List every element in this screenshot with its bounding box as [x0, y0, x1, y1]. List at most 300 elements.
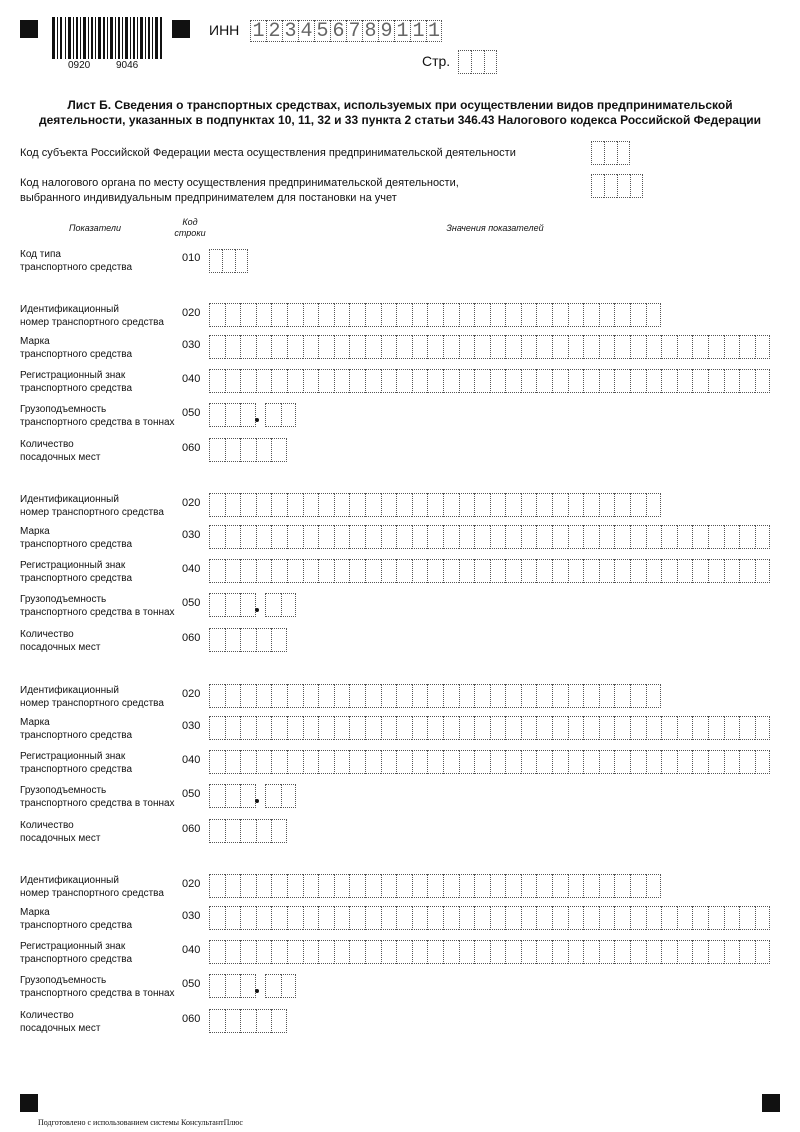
input-cell[interactable]	[692, 335, 708, 359]
input-cell[interactable]	[427, 303, 443, 327]
input-cell[interactable]	[536, 525, 552, 549]
input-cell[interactable]	[459, 335, 475, 359]
input-cell[interactable]	[459, 716, 475, 740]
input-cell[interactable]	[240, 628, 256, 652]
input-cell[interactable]	[256, 303, 272, 327]
input-cell[interactable]	[692, 369, 708, 393]
input-cell[interactable]	[271, 874, 287, 898]
input-cell[interactable]	[490, 369, 506, 393]
input-cell[interactable]	[287, 559, 303, 583]
region-code-field[interactable]	[591, 141, 630, 165]
input-cell[interactable]	[708, 750, 724, 774]
input-cell[interactable]	[303, 335, 319, 359]
input-cell[interactable]	[271, 335, 287, 359]
input-cell[interactable]	[490, 303, 506, 327]
input-cell[interactable]	[225, 303, 241, 327]
input-cell[interactable]	[568, 906, 584, 930]
input-cell[interactable]	[349, 369, 365, 393]
input-cell[interactable]	[209, 940, 225, 964]
input-cell[interactable]	[614, 303, 630, 327]
input-cell[interactable]	[614, 906, 630, 930]
inn-digit-cell[interactable]: 4	[298, 20, 314, 42]
input-cell[interactable]	[318, 525, 334, 549]
input-cell[interactable]	[209, 303, 225, 327]
input-cell[interactable]	[318, 559, 334, 583]
input-cell[interactable]	[630, 493, 646, 517]
input-cell[interactable]	[490, 874, 506, 898]
input-cell[interactable]	[630, 303, 646, 327]
input-cell[interactable]	[755, 559, 771, 583]
input-cell[interactable]	[365, 525, 381, 549]
input-cell[interactable]	[755, 716, 771, 740]
seats-field[interactable]	[209, 1009, 287, 1033]
input-cell[interactable]	[552, 684, 568, 708]
inn-digit-cell[interactable]: 8	[362, 20, 378, 42]
input-cell[interactable]	[490, 906, 506, 930]
input-cell[interactable]	[271, 1009, 287, 1033]
input-cell[interactable]	[365, 906, 381, 930]
input-cell[interactable]	[225, 819, 241, 843]
input-cell[interactable]	[661, 750, 677, 774]
input-cell[interactable]	[209, 335, 225, 359]
input-cell[interactable]	[396, 493, 412, 517]
input-cell[interactable]	[225, 335, 241, 359]
input-cell[interactable]	[505, 369, 521, 393]
seats-field[interactable]	[209, 628, 287, 652]
input-cell[interactable]	[287, 493, 303, 517]
input-cell[interactable]	[505, 940, 521, 964]
input-cell[interactable]	[427, 369, 443, 393]
input-cell[interactable]	[334, 906, 350, 930]
input-cell[interactable]	[240, 684, 256, 708]
input-cell[interactable]	[521, 906, 537, 930]
input-cell[interactable]	[256, 438, 272, 462]
tax-authority-field[interactable]	[591, 174, 643, 198]
input-cell[interactable]	[474, 335, 490, 359]
input-cell[interactable]	[443, 940, 459, 964]
input-cell[interactable]	[692, 559, 708, 583]
input-cell[interactable]	[209, 493, 225, 517]
input-cell[interactable]	[630, 906, 646, 930]
inn-digit-cell[interactable]: 5	[314, 20, 330, 42]
input-cell[interactable]	[271, 369, 287, 393]
input-cell[interactable]	[412, 559, 428, 583]
input-cell[interactable]	[427, 716, 443, 740]
input-cell[interactable]	[209, 593, 225, 617]
input-cell[interactable]	[240, 559, 256, 583]
vehicle-type-field[interactable]	[209, 249, 248, 273]
input-cell[interactable]	[677, 335, 693, 359]
input-cell[interactable]	[287, 525, 303, 549]
input-cell[interactable]	[225, 716, 241, 740]
input-cell[interactable]	[583, 874, 599, 898]
input-cell[interactable]	[334, 750, 350, 774]
input-cell[interactable]	[521, 493, 537, 517]
input-cell[interactable]	[225, 628, 241, 652]
input-cell[interactable]	[365, 684, 381, 708]
input-cell[interactable]	[303, 716, 319, 740]
brand-field[interactable]	[209, 525, 770, 549]
input-cell[interactable]	[240, 403, 256, 427]
input-cell[interactable]	[365, 750, 381, 774]
input-cell[interactable]	[318, 906, 334, 930]
input-cell[interactable]	[677, 525, 693, 549]
vin-field[interactable]	[209, 303, 661, 327]
input-cell[interactable]	[536, 874, 552, 898]
input-cell[interactable]	[646, 716, 662, 740]
input-cell[interactable]	[490, 335, 506, 359]
input-cell[interactable]	[661, 716, 677, 740]
input-cell[interactable]	[646, 335, 662, 359]
input-cell[interactable]	[661, 369, 677, 393]
input-cell[interactable]	[443, 906, 459, 930]
input-cell[interactable]	[536, 940, 552, 964]
input-cell[interactable]	[755, 906, 771, 930]
input-cell[interactable]	[334, 940, 350, 964]
input-cell[interactable]	[583, 716, 599, 740]
input-cell[interactable]	[225, 906, 241, 930]
input-cell[interactable]	[225, 369, 241, 393]
input-cell[interactable]	[240, 750, 256, 774]
input-cell[interactable]	[568, 369, 584, 393]
input-cell[interactable]	[646, 684, 662, 708]
input-cell[interactable]	[365, 493, 381, 517]
input-cell[interactable]	[209, 628, 225, 652]
input-cell[interactable]	[365, 335, 381, 359]
input-cell[interactable]	[646, 874, 662, 898]
input-cell[interactable]	[225, 438, 241, 462]
input-cell[interactable]	[724, 369, 740, 393]
input-cell[interactable]	[677, 369, 693, 393]
input-cell[interactable]	[614, 874, 630, 898]
input-cell[interactable]	[334, 525, 350, 549]
input-cell[interactable]	[459, 750, 475, 774]
input-cell[interactable]	[396, 525, 412, 549]
input-cell[interactable]	[583, 335, 599, 359]
input-cell[interactable]	[303, 559, 319, 583]
input-cell[interactable]	[271, 940, 287, 964]
input-cell[interactable]	[692, 525, 708, 549]
input-cell[interactable]	[614, 750, 630, 774]
input-cell[interactable]	[256, 335, 272, 359]
input-cell[interactable]	[334, 335, 350, 359]
input-cell[interactable]	[240, 525, 256, 549]
input-cell[interactable]	[755, 369, 771, 393]
input-cell[interactable]	[536, 369, 552, 393]
input-cell[interactable]	[240, 940, 256, 964]
input-cell[interactable]	[630, 940, 646, 964]
input-cell[interactable]	[303, 940, 319, 964]
input-cell[interactable]	[209, 369, 225, 393]
vin-field[interactable]	[209, 684, 661, 708]
input-cell[interactable]	[677, 906, 693, 930]
input-cell[interactable]	[365, 369, 381, 393]
input-cell[interactable]	[271, 493, 287, 517]
input-cell[interactable]	[599, 906, 615, 930]
input-cell[interactable]	[396, 369, 412, 393]
input-cell[interactable]	[568, 874, 584, 898]
input-cell[interactable]	[552, 493, 568, 517]
input-cell[interactable]	[287, 716, 303, 740]
input-cell[interactable]	[599, 716, 615, 740]
input-cell[interactable]	[427, 750, 443, 774]
capacity-integer-field[interactable]	[209, 403, 256, 427]
input-cell[interactable]	[614, 369, 630, 393]
input-cell[interactable]	[318, 750, 334, 774]
input-cell[interactable]	[240, 1009, 256, 1033]
input-cell[interactable]	[474, 874, 490, 898]
input-cell[interactable]	[474, 303, 490, 327]
input-cell[interactable]	[225, 593, 241, 617]
input-cell[interactable]	[256, 493, 272, 517]
input-cell[interactable]	[614, 940, 630, 964]
input-cell[interactable]	[739, 335, 755, 359]
input-cell[interactable]	[724, 940, 740, 964]
input-cell[interactable]	[225, 525, 241, 549]
input-cell[interactable]	[614, 525, 630, 549]
input-cell[interactable]	[614, 493, 630, 517]
input-cell[interactable]	[708, 559, 724, 583]
input-cell[interactable]	[349, 525, 365, 549]
input-cell[interactable]	[412, 750, 428, 774]
input-cell[interactable]	[521, 335, 537, 359]
input-cell[interactable]	[568, 525, 584, 549]
input-cell[interactable]	[209, 684, 225, 708]
input-cell[interactable]	[349, 559, 365, 583]
input-cell[interactable]	[412, 335, 428, 359]
input-cell[interactable]	[552, 303, 568, 327]
input-cell[interactable]	[646, 906, 662, 930]
input-cell[interactable]	[692, 940, 708, 964]
input-cell[interactable]	[552, 874, 568, 898]
input-cell[interactable]	[396, 906, 412, 930]
input-cell[interactable]	[459, 559, 475, 583]
input-cell[interactable]	[225, 1009, 241, 1033]
input-cell[interactable]	[240, 493, 256, 517]
input-cell[interactable]	[614, 684, 630, 708]
input-cell[interactable]	[381, 750, 397, 774]
input-cell[interactable]	[661, 906, 677, 930]
input-cell[interactable]	[521, 369, 537, 393]
input-cell[interactable]	[287, 874, 303, 898]
input-cell[interactable]	[708, 940, 724, 964]
input-cell[interactable]	[427, 559, 443, 583]
input-cell[interactable]	[708, 716, 724, 740]
input-cell[interactable]	[412, 874, 428, 898]
input-cell[interactable]	[427, 525, 443, 549]
input-cell[interactable]	[365, 559, 381, 583]
input-cell[interactable]	[568, 940, 584, 964]
input-cell[interactable]	[225, 684, 241, 708]
input-cell[interactable]	[505, 303, 521, 327]
input-cell[interactable]	[724, 335, 740, 359]
input-cell[interactable]	[225, 784, 241, 808]
input-cell[interactable]	[427, 906, 443, 930]
input-cell[interactable]	[303, 874, 319, 898]
input-cell[interactable]	[583, 906, 599, 930]
input-cell[interactable]	[692, 906, 708, 930]
inn-digit-cell[interactable]: 7	[346, 20, 362, 42]
capacity-integer-field[interactable]	[209, 974, 256, 998]
input-cell[interactable]	[443, 684, 459, 708]
input-cell[interactable]	[225, 493, 241, 517]
input-cell[interactable]	[281, 403, 297, 427]
input-cell[interactable]	[287, 906, 303, 930]
input-cell[interactable]	[318, 684, 334, 708]
input-cell[interactable]	[318, 874, 334, 898]
input-cell[interactable]	[209, 974, 225, 998]
input-cell[interactable]	[396, 716, 412, 740]
input-cell[interactable]	[677, 559, 693, 583]
input-cell[interactable]	[568, 335, 584, 359]
input-cell[interactable]	[552, 940, 568, 964]
input-cell[interactable]	[240, 369, 256, 393]
capacity-integer-field[interactable]	[209, 784, 256, 808]
input-cell[interactable]	[677, 750, 693, 774]
input-cell[interactable]	[209, 559, 225, 583]
input-cell[interactable]	[365, 874, 381, 898]
input-cell[interactable]	[552, 750, 568, 774]
input-cell[interactable]	[708, 525, 724, 549]
input-cell[interactable]	[209, 438, 225, 462]
input-cell[interactable]	[396, 874, 412, 898]
input-cell[interactable]	[225, 874, 241, 898]
input-cell[interactable]	[256, 750, 272, 774]
input-cell[interactable]	[630, 874, 646, 898]
seats-field[interactable]	[209, 819, 287, 843]
input-cell[interactable]	[240, 303, 256, 327]
input-cell[interactable]	[381, 684, 397, 708]
input-cell[interactable]	[240, 716, 256, 740]
input-cell[interactable]	[552, 525, 568, 549]
input-cell[interactable]	[334, 493, 350, 517]
input-cell[interactable]	[412, 303, 428, 327]
input-cell[interactable]	[209, 874, 225, 898]
input-cell[interactable]	[505, 559, 521, 583]
input-cell[interactable]	[303, 750, 319, 774]
input-cell[interactable]	[396, 303, 412, 327]
input-cell[interactable]	[739, 906, 755, 930]
input-cell[interactable]	[256, 684, 272, 708]
input-cell[interactable]	[265, 403, 281, 427]
input-cell[interactable]	[583, 493, 599, 517]
input-cell[interactable]	[209, 819, 225, 843]
input-cell[interactable]	[459, 525, 475, 549]
input-cell[interactable]	[256, 819, 272, 843]
input-cell[interactable]	[490, 684, 506, 708]
input-cell[interactable]	[521, 684, 537, 708]
input-cell[interactable]	[630, 750, 646, 774]
reg-field[interactable]	[209, 940, 770, 964]
input-cell[interactable]	[209, 750, 225, 774]
input-cell[interactable]	[209, 784, 225, 808]
input-cell[interactable]	[568, 716, 584, 740]
input-cell[interactable]	[381, 303, 397, 327]
input-cell[interactable]	[443, 493, 459, 517]
input-cell[interactable]	[443, 303, 459, 327]
brand-field[interactable]	[209, 335, 770, 359]
input-cell[interactable]	[474, 684, 490, 708]
input-cell[interactable]	[240, 438, 256, 462]
input-cell[interactable]	[427, 940, 443, 964]
input-cell[interactable]	[365, 940, 381, 964]
input-cell[interactable]	[521, 303, 537, 327]
input-cell[interactable]	[287, 369, 303, 393]
input-cell[interactable]	[661, 335, 677, 359]
input-cell[interactable]	[599, 335, 615, 359]
input-cell[interactable]	[474, 750, 490, 774]
input-cell[interactable]	[365, 303, 381, 327]
input-cell[interactable]	[349, 335, 365, 359]
input-cell[interactable]	[505, 684, 521, 708]
input-cell[interactable]	[412, 493, 428, 517]
capacity-decimal-field[interactable]	[265, 403, 296, 427]
input-cell[interactable]	[505, 335, 521, 359]
input-cell[interactable]	[271, 906, 287, 930]
input-cell[interactable]	[552, 369, 568, 393]
input-cell[interactable]	[256, 1009, 272, 1033]
input-cell[interactable]	[505, 716, 521, 740]
reg-field[interactable]	[209, 559, 770, 583]
input-cell[interactable]	[630, 684, 646, 708]
inn-field[interactable]	[250, 20, 442, 42]
input-cell[interactable]	[536, 906, 552, 930]
input-cell[interactable]	[536, 684, 552, 708]
input-cell[interactable]	[412, 684, 428, 708]
input-cell[interactable]	[334, 684, 350, 708]
input-cell[interactable]	[692, 750, 708, 774]
input-cell[interactable]	[256, 940, 272, 964]
input-cell[interactable]	[755, 335, 771, 359]
input-cell[interactable]	[490, 716, 506, 740]
input-cell[interactable]	[583, 750, 599, 774]
input-cell[interactable]	[459, 906, 475, 930]
input-cell[interactable]	[318, 716, 334, 740]
input-cell[interactable]	[443, 874, 459, 898]
input-cell[interactable]	[265, 593, 281, 617]
input-cell[interactable]	[599, 750, 615, 774]
input-cell[interactable]	[412, 940, 428, 964]
input-cell[interactable]	[443, 369, 459, 393]
input-cell[interactable]	[708, 369, 724, 393]
input-cell[interactable]	[630, 559, 646, 583]
input-cell[interactable]	[490, 750, 506, 774]
input-cell[interactable]	[536, 716, 552, 740]
input-cell[interactable]	[256, 369, 272, 393]
input-cell[interactable]	[490, 559, 506, 583]
reg-field[interactable]	[209, 750, 770, 774]
input-cell[interactable]	[427, 335, 443, 359]
input-cell[interactable]	[490, 940, 506, 964]
input-cell[interactable]	[474, 525, 490, 549]
input-cell[interactable]	[599, 303, 615, 327]
inn-digit-cell[interactable]: 1	[250, 20, 266, 42]
input-cell[interactable]	[256, 628, 272, 652]
input-cell[interactable]	[521, 525, 537, 549]
input-cell[interactable]	[708, 906, 724, 930]
input-cell[interactable]	[521, 940, 537, 964]
input-cell[interactable]	[303, 906, 319, 930]
input-cell[interactable]	[334, 559, 350, 583]
input-cell[interactable]	[287, 940, 303, 964]
input-cell[interactable]	[724, 750, 740, 774]
input-cell[interactable]	[303, 369, 319, 393]
input-cell[interactable]	[630, 335, 646, 359]
input-cell[interactable]	[583, 303, 599, 327]
input-cell[interactable]	[318, 493, 334, 517]
input-cell[interactable]	[630, 716, 646, 740]
input-cell[interactable]	[552, 716, 568, 740]
